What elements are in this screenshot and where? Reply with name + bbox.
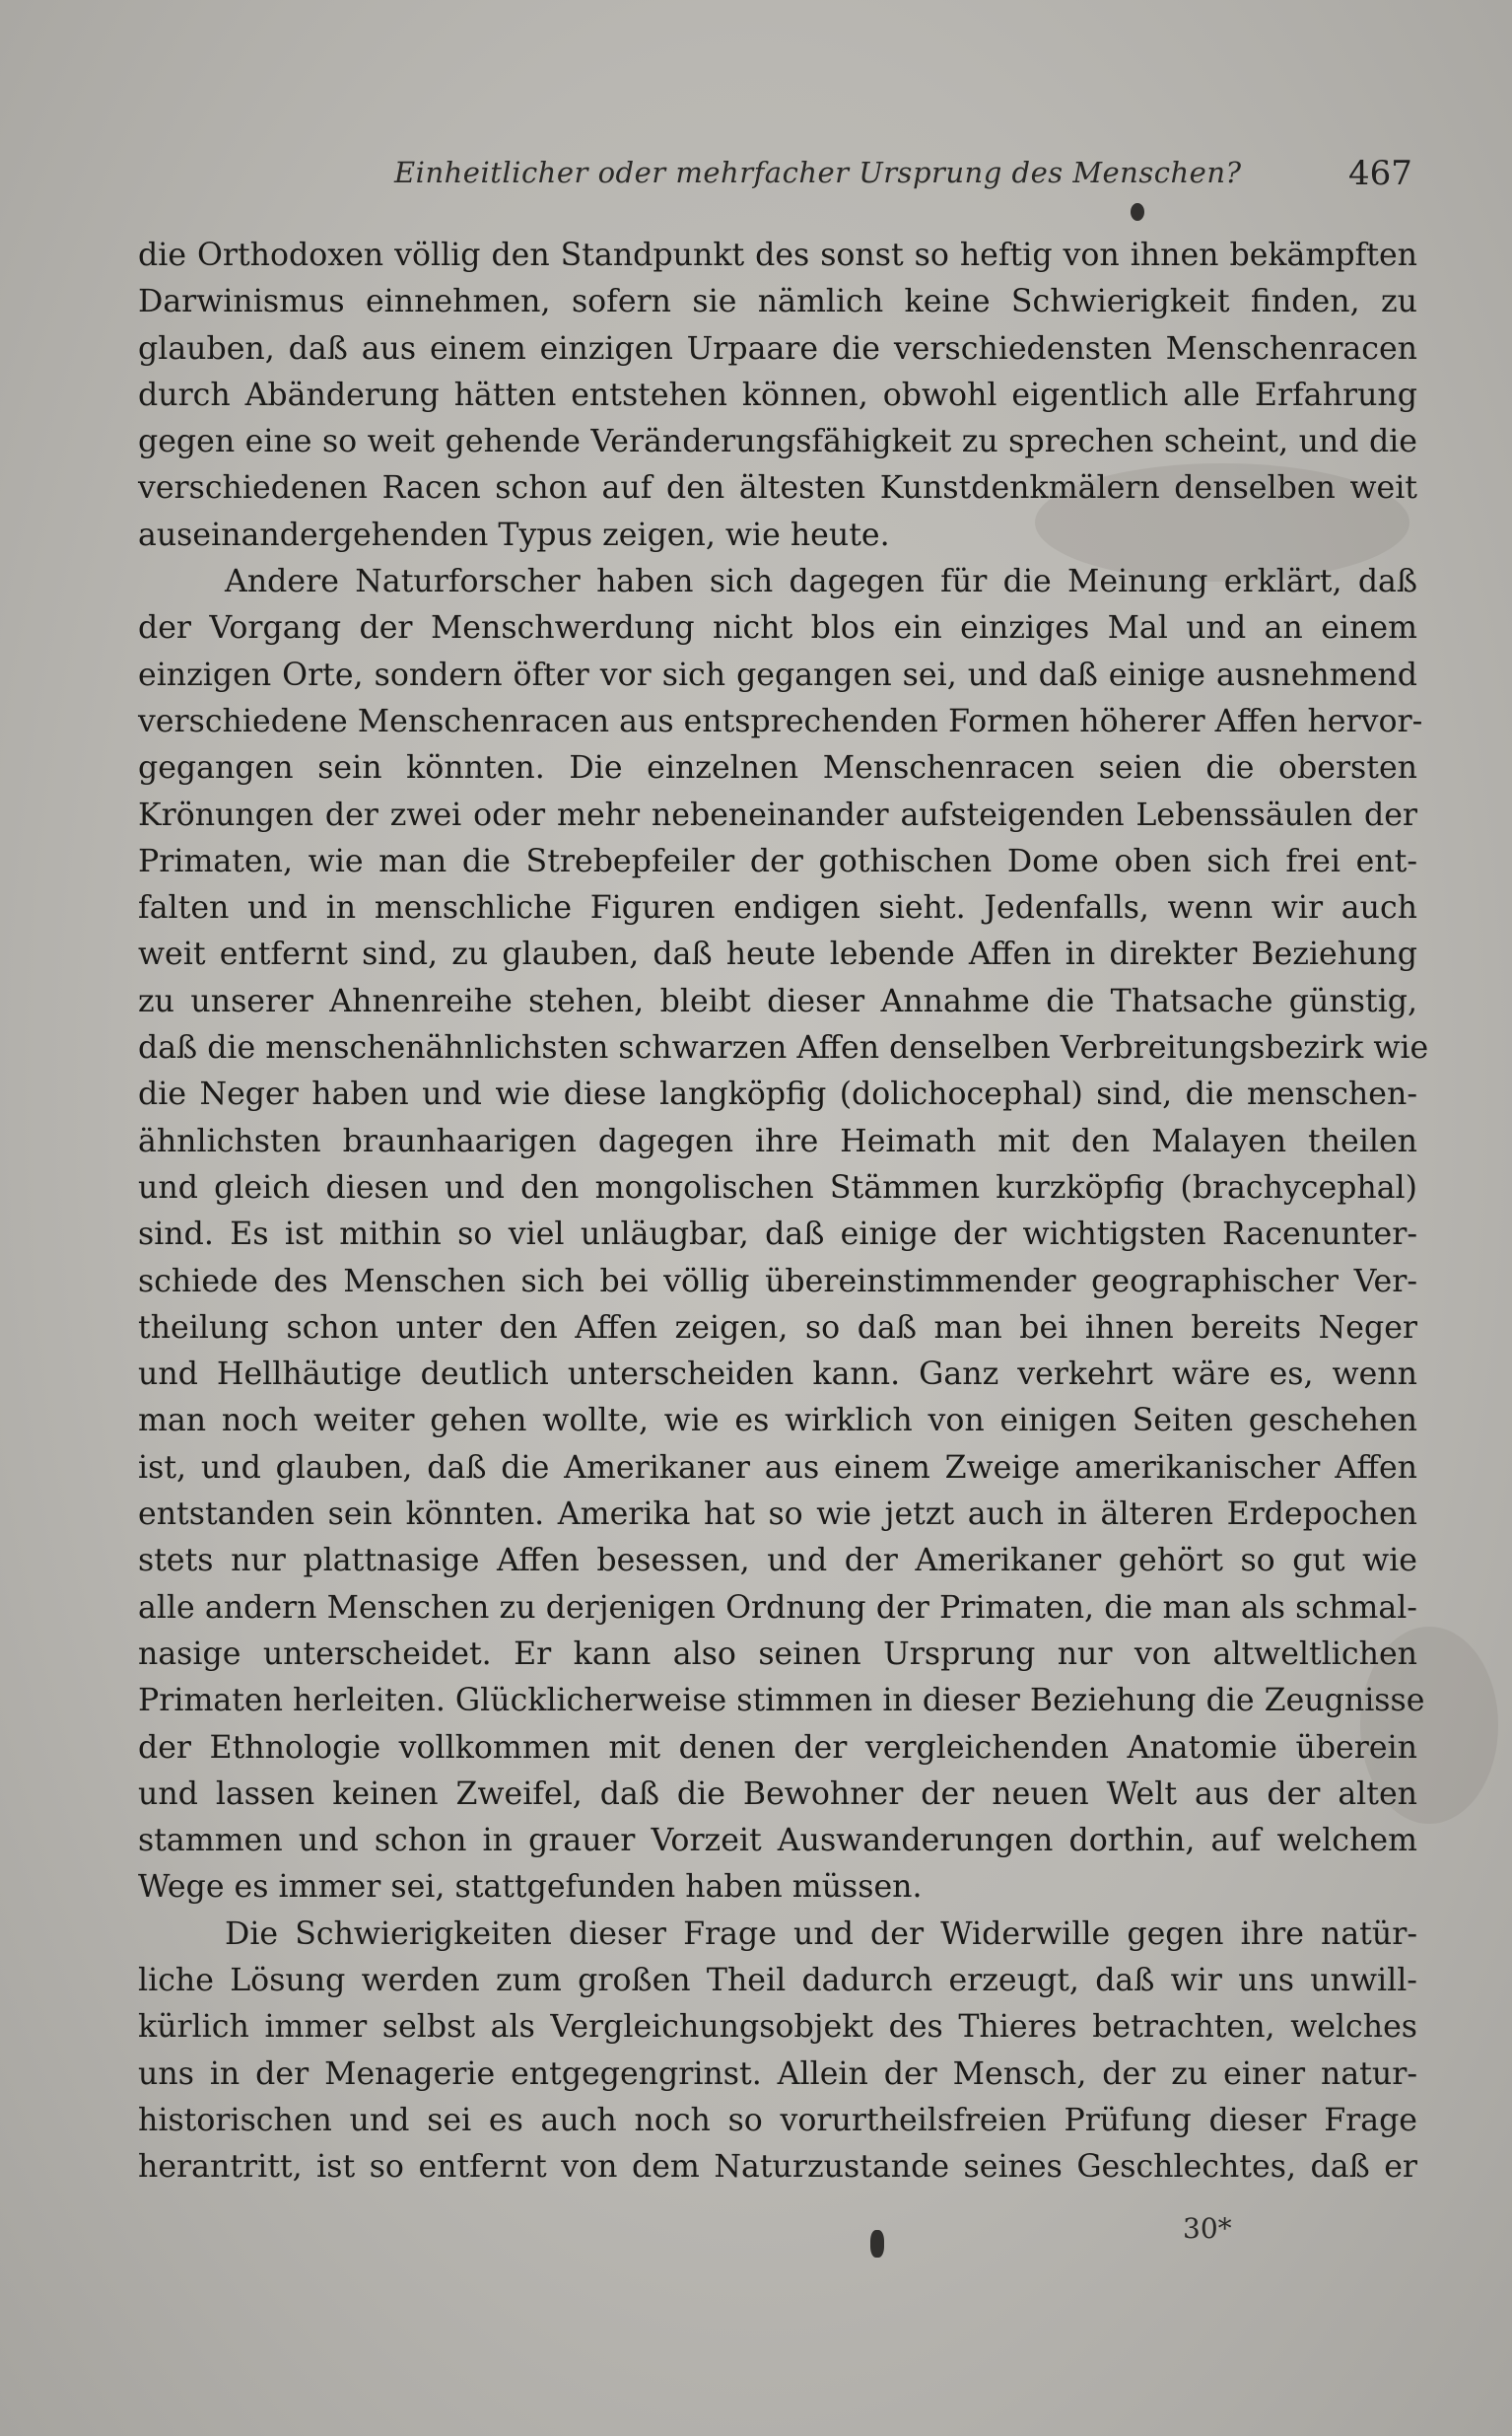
text-line: einzigen Orte, sondern öfter vor sich gegangen sei, und daß einige ausnehmend <box>138 657 1417 693</box>
text-line: schiede des Menschen sich bei völlig übereinstimmender geographischer Ver- <box>138 1263 1417 1299</box>
text-line: und gleich diesen und den mongolischen Stämmen kurzköpfig (brachycephal) <box>138 1169 1417 1206</box>
text-line: historischen und sei es auch noch so vorurtheilsfreien Prüfung dieser Frage <box>138 2102 1417 2138</box>
text-line: der Vorgang der Menschwerdung nicht blos ein einziges Mal und an einem <box>138 610 1417 647</box>
text-line: theilung schon unter den Affen zeigen, so daß man bei ihnen bereits Neger <box>138 1309 1417 1346</box>
text-line: Wege es immer sei, stattgefunden haben müssen. <box>138 1869 923 1906</box>
text-line: und lassen keinen Zweifel, daß die Bewohner der neuen Welt aus der alten <box>138 1775 1417 1812</box>
text-line: Die Schwierigkeiten dieser Frage und der Widerwille gegen ihre natür- <box>225 1915 1417 1952</box>
ink-spot <box>870 2230 884 2258</box>
text-line: glauben, daß aus einem einzigen Urpaare die verschiedensten Menschenracen <box>138 330 1417 367</box>
text-line: falten und in menschliche Figuren endigen sieht. Jedenfalls, wenn wir auch <box>138 890 1417 927</box>
text-line: verschiedene Menschenracen aus entsprechenden Formen höherer Affen hervor- <box>138 703 1423 739</box>
text-line: herantritt, ist so entfernt von dem Naturzustande seines Geschlechtes, daß er <box>138 2149 1417 2186</box>
text-line: durch Abänderung hätten entstehen können, obwohl eigentlich alle Erfahrung <box>138 377 1417 413</box>
text-line: die Neger haben und wie diese langköpfig (dolichocephal) sind, die menschen- <box>138 1077 1417 1113</box>
text-line: kürlich immer selbst als Vergleichungsobjekt des Thieres betrachten, welches <box>138 2009 1417 2046</box>
text-line: daß die menschenähnlichsten schwarzen Affen denselben Verbreitungsbezirk wie <box>138 1030 1429 1067</box>
text-line: entstanden sein könnten. Amerika hat so wie jetzt auch in älteren Erdepochen <box>138 1496 1417 1533</box>
text-line: liche Lösung werden zum großen Theil dadurch erzeugt, daß wir uns unwill- <box>138 1962 1417 1998</box>
text-line: Darwinismus einnehmen, sofern sie nämlich keine Schwierigkeit finden, zu <box>138 284 1417 320</box>
text-line: Primaten herleiten. Glücklicherweise stimmen in dieser Beziehung die Zeugnisse <box>138 1683 1425 1719</box>
body-text <box>138 233 1429 2191</box>
ink-spot <box>1131 203 1144 221</box>
text-line: ähnlichsten braunhaarigen dagegen ihre Heimath mit den Malayen theilen <box>138 1123 1417 1159</box>
text-line: Primaten, wie man die Strebepfeiler der gothischen Dome oben sich frei ent- <box>138 843 1417 879</box>
text-line: und Hellhäutige deutlich unterscheiden kann. Ganz verkehrt wäre es, wenn <box>138 1357 1417 1393</box>
text-line: nasige unterscheidet. Er kann also seinen Ursprung nur von altweltlichen <box>138 1636 1417 1672</box>
text-line: auseinandergehenden Typus zeigen, wie heute. <box>138 517 890 553</box>
text-line: der Ethnologie vollkommen mit denen der vergleichenden Anatomie überein <box>138 1729 1417 1766</box>
text-line: gegangen sein könnten. Die einzelnen Menschenracen seien die obersten <box>138 750 1417 787</box>
text-line: weit entfernt sind, zu glauben, daß heute lebende Affen in direkter Beziehung <box>138 937 1417 973</box>
text-line: Krönungen der zwei oder mehr nebeneinander aufsteigenden Lebenssäulen der <box>138 797 1417 833</box>
text-line: die Orthodoxen völlig den Standpunkt des sonst so heftig von ihnen bekämpften <box>138 238 1417 273</box>
text-line: zu unserer Ahnenreihe stehen, bleibt dieser Annahme die Thatsache günstig, <box>138 983 1417 1019</box>
text-line: ist, und glauben, daß die Amerikaner aus einem Zweige amerikanischer Affen <box>138 1449 1417 1486</box>
text-line: alle andern Menschen zu derjenigen Ordnung der Primaten, die man als schmal- <box>138 1589 1417 1626</box>
text-line: uns in der Menagerie entgegengrinst. Allein der Mensch, der zu einer natur- <box>138 2055 1417 2092</box>
page-number: 467 <box>1348 154 1412 193</box>
text-line: man noch weiter gehen wollte, wie es wirklich von einigen Seiten geschehen <box>138 1403 1417 1439</box>
text-line: sind. Es ist mithin so viel unläugbar, daß einige der wichtigsten Racenunter- <box>138 1217 1417 1253</box>
text-line: Andere Naturforscher haben sich dagegen für die Meinung erklärt, daß <box>225 564 1417 600</box>
signature-mark: 30* <box>1183 2212 1232 2245</box>
text-line: stammen und schon in grauer Vorzeit Auswanderungen dorthin, auf welchem <box>138 1823 1417 1859</box>
text-line: verschiedenen Racen schon auf den ältesten Kunstdenkmälern denselben weit <box>138 470 1417 507</box>
running-title: Einheitlicher oder mehrfacher Ursprung des Menschen? <box>394 156 1242 189</box>
text-line: stets nur plattnasige Affen besessen, und der Amerikaner gehört so gut wie <box>138 1543 1417 1579</box>
text-line: gegen eine so weit gehende Veränderungsfähigkeit zu sprechen scheint, und die <box>138 424 1417 460</box>
